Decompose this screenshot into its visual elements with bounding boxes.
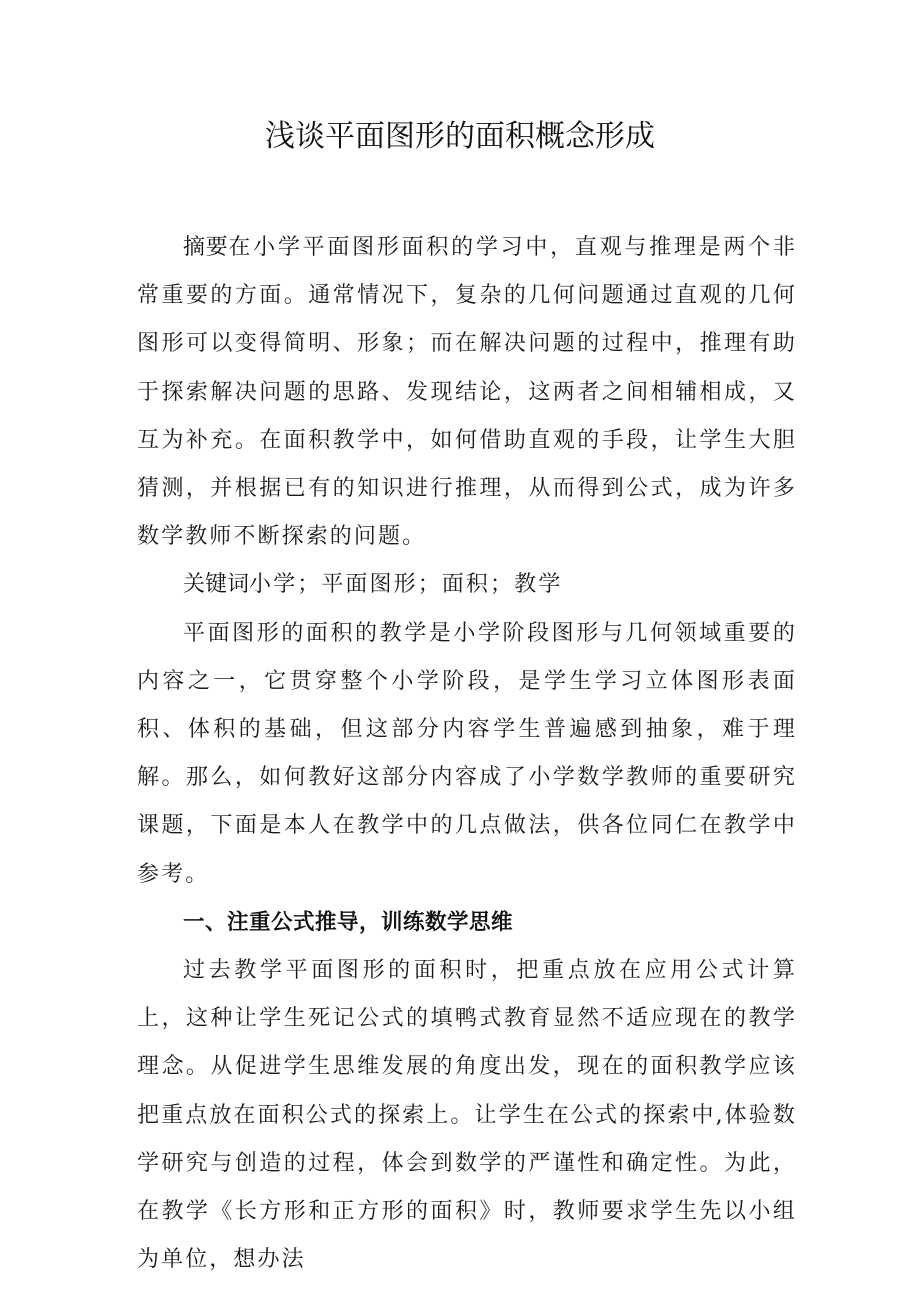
keywords-text: 小学；平面图形；面积；教学 [249, 572, 563, 598]
abstract-text: 在小学平面图形面积的学习中，直观与推理是两个非常重要的方面。通常情况下，复杂的几何问题通过直观的几何图形可以变得简明、形象；而在解决问题的过程中，推理有助于探索解决问题的思路、发现结论，这两者之间相辅相成，又互为补充。在面积教学中，如何借助直观的手段，让学生大胆猜测，并根据已有的知识进行推理，从而得到公式，成为许多数学教师不断探索的问题。 [137, 235, 797, 550]
section-paragraph: 过去教学平面图形的面积时，把重点放在应用公式计算上，这种让学生死记公式的填鸭式教育显然不适应现在的教学理念。从促进学生思维发展的角度出发，现在的面积教学应该把重点放在面积公式的探索上。让学生在公式的探索中,体验数学研究与创造的过程，体会到数学的严谨性和确定性。为此，在教学《长方形和正方形的面积》时，教师要求学生先以小组为单位，想办法 [137, 958, 797, 1273]
keywords-label: 关键词 [183, 572, 250, 598]
section-heading: 一、注重公式推导，训练数学思维 [183, 909, 514, 935]
document-title: 浅谈平面图形的面积概念形成 [265, 119, 655, 154]
abstract-label: 摘要 [183, 235, 229, 260]
abstract-paragraph [137, 224, 797, 561]
document-body [137, 224, 797, 1284]
intro-paragraph: 平面图形的面积的教学是小学阶段图形与几何领域重要的内容之一，它贯穿整个小学阶段，是学生学习立体图形表面积、体积的基础，但这部分内容学生普遍感到抽象，难于理解。那么，如何教好这部分内容成了小学数学教师的重要研究课题，下面是本人在教学中的几点做法，供各位同仁在教学中参考。 [137, 620, 797, 887]
keywords-paragraph [137, 561, 797, 609]
